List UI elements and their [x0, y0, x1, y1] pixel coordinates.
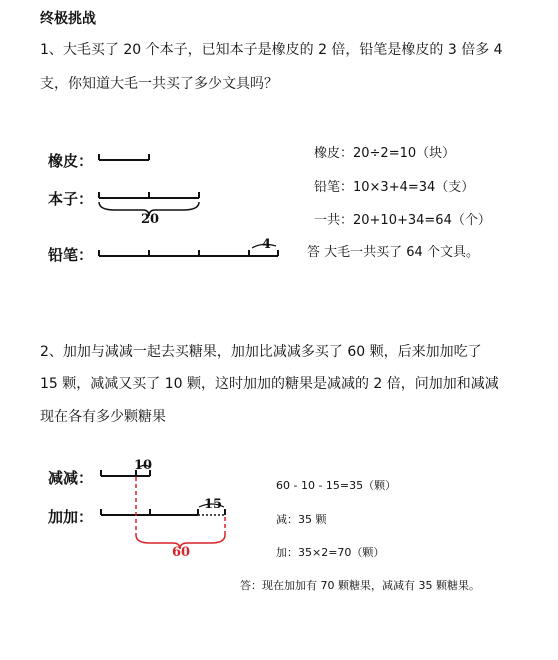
solution1-total: 一共：20+10+34=64（个）	[314, 213, 491, 228]
diagram2-value-15: 15	[204, 497, 223, 512]
problem2-text-line3: 现在各有多少颗糖果	[40, 409, 166, 425]
solution1-eraser: 橡皮：20÷2=10（块）	[314, 146, 456, 161]
solution2-jianjian: 减：35 颗	[276, 513, 327, 526]
diagram1-segments	[0, 140, 290, 280]
problem2-text-line2: 15 颗，减减又买了 10 颗，这时加加的糖果是减减的 2 倍，问加加和减减	[40, 376, 499, 392]
diagram1-label-notebook: 本子：	[48, 190, 94, 208]
diagram2-value-10: 10	[134, 458, 153, 473]
diagram2-label-jiajia: 加加：	[48, 508, 94, 526]
solution2-jiajia: 加：35×2=70（颗）	[276, 546, 385, 559]
solution1-answer: 答 大毛一共买了 64 个文具。	[307, 245, 479, 260]
page-title: 终极挑战	[40, 11, 96, 27]
diagram1-label-eraser: 橡皮：	[48, 152, 94, 170]
diagram1-extra-value: 4	[262, 237, 272, 252]
diagram2-value-60: 60	[172, 545, 191, 560]
problem2-text-line1: 2、加加与减减一起去买糖果，加加比减减多买了 60 颗，后来加加吃了	[40, 344, 482, 360]
diagram1-label-pencil: 铅笔：	[48, 246, 94, 264]
diagram2-segments	[0, 455, 260, 575]
problem1-text-line2: 支，你知道大毛一共买了多少文具吗？	[40, 76, 278, 92]
diagram2-label-jianjian: 减减：	[48, 469, 94, 487]
solution2-step1: 60 - 10 - 15=35（颗）	[276, 479, 397, 492]
solution2-answer: 答：现在加加有 70 颗糖果，减减有 35 颗糖果。	[240, 579, 480, 592]
problem1-text-line1: 1、大毛买了 20 个本子，已知本子是橡皮的 2 倍，铅笔是橡皮的 3 倍多 4	[40, 42, 503, 58]
solution1-pencil: 铅笔：10×3+4=34（支）	[314, 180, 475, 195]
diagram1-brace-value: 20	[141, 212, 160, 227]
